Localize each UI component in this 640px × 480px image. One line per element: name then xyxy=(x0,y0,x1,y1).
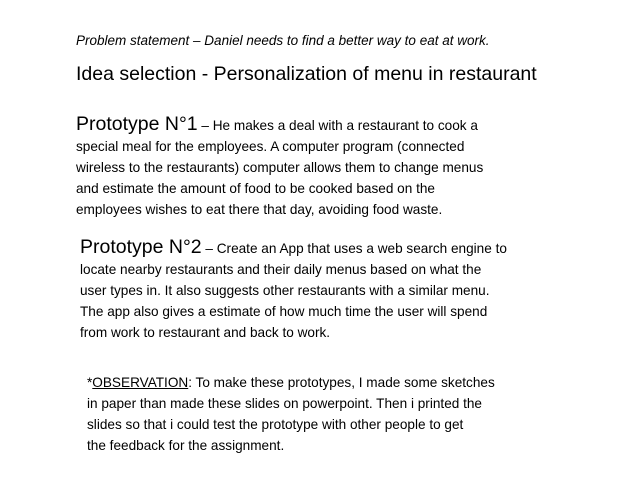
prototype-1-first-line xyxy=(76,114,483,136)
observation-line: slides so that i could test the prototype with other people to get xyxy=(87,417,464,432)
observation-block xyxy=(87,372,495,456)
prototype-1-line: wireless to the restaurants) computer allows them to change menus xyxy=(76,160,484,175)
prototype-1-line: and estimate the amount of food to be cooked based on the xyxy=(76,181,435,196)
observation-line: the feedback for the assignment. xyxy=(87,438,285,453)
prototype-1-line: special meal for the employees. A computer program (connected xyxy=(76,139,465,154)
prototype-2-heading: Prototype N°2 xyxy=(80,236,202,258)
prototype-1-line: employees wishes to eat there that day, avoiding food waste. xyxy=(76,202,443,217)
prototype-2-line: locate nearby restaurants and their daily menus based on what the xyxy=(80,262,482,277)
observation-label: OBSERVATION xyxy=(92,375,189,390)
observation-first-line xyxy=(87,372,495,393)
idea-selection-heading: Idea selection - Personalization of menu in restaurant xyxy=(76,63,537,85)
observation-prefix: * xyxy=(87,375,93,390)
prototype-2-lead: – Create an App that uses a web search engine to xyxy=(201,241,507,256)
prototype-2-line: user types in. It also suggests other restaurants with a similar menu. xyxy=(80,283,490,298)
problem-statement: Problem statement – Daniel needs to find a better way to eat at work. xyxy=(76,33,490,48)
prototype-2-line: from work to restaurant and back to work. xyxy=(80,325,331,340)
prototype-2-block xyxy=(80,237,507,343)
prototype-1-heading: Prototype N°1 xyxy=(76,113,198,135)
prototype-2-first-line xyxy=(80,237,507,259)
prototype-2-line: The app also gives a estimate of how much time the user will spend xyxy=(80,304,488,319)
prototype-1-lead: – He makes a deal with a restaurant to cook a xyxy=(197,118,478,133)
observation-lead: : To make these prototypes, I made some sketches xyxy=(188,375,495,390)
observation-line: in paper than made these slides on powerpoint. Then i printed the xyxy=(87,396,482,411)
prototype-1-block xyxy=(76,114,483,220)
